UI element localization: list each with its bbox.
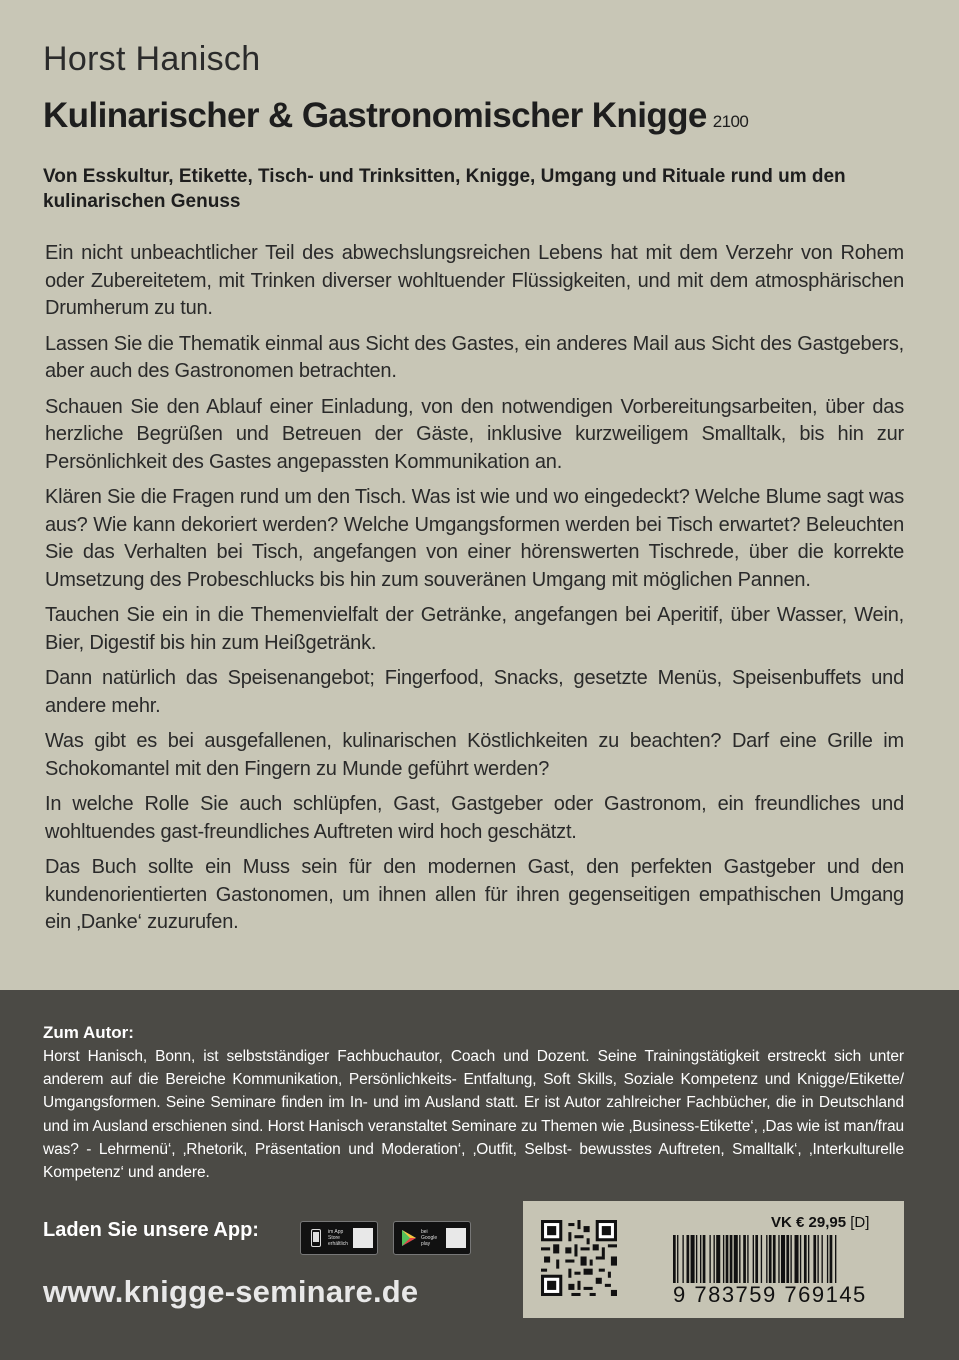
bio-text: Horst Hanisch, Bonn, ist selbstständiger Fachbuchautor, Coach und Dozent. Seine Trainingstätigkeit erstreckt sich unter anderem auf die Bereiche Kommunikation, Persönlichkeits- Entfaltung, Soft Skills, Soziale Kompetenz und Knigge/Etikette/ Umgangsformen. Seine Seminare finden im In- und im Ausland statt. Er ist Autor zahlreicher Fachbücher, die in Deutschland und im Ausland erschienen sind. Horst Hanisch veranstaltet Seminare zu Themen wie ‚Business-Etikette‘, ‚Das wie ist man/frau was? - Lehrmenü‘, ‚Rhetorik, Präsentation und Moderation‘, ‚Outfit, Selbst- bewusstes Auftreten, Smalltalk‘, ‚Interkulturelle Kompetenz‘ und andere. [43, 1048, 904, 1182]
price-amount: € 29,95 [796, 1214, 847, 1231]
google-play-badge-text: bei Google play [421, 1229, 438, 1247]
qr-code-icon [446, 1228, 466, 1248]
blurb-paragraph: Tauchen Sie ein in die Themenvielfalt der Getränke, angefangen bei Aperitif, über Wasser, Wein, Bier, Digestif bis hin zum Heißgetränk. [45, 604, 904, 654]
play-icon [400, 1228, 418, 1248]
book-title-text: Kulinarischer & Gastronomischer Knigge [43, 96, 707, 135]
google-play-badge[interactable] [393, 1221, 471, 1255]
qr-code-icon [353, 1228, 373, 1248]
blurb-paragraph: In welche Rolle Sie auch schlüpfen, Gast, Gastgeber oder Gastronom, ein freundliches und wohltuendes gast-freundliches Auftreten wird hoch geschätzt. [45, 793, 904, 843]
qr-code-icon [541, 1220, 617, 1296]
blurb-paragraph: Lassen Sie die Thematik einmal aus Sicht des Gastes, ein anderes Mail aus Sicht des Gastgebers, aber auch des Gastronomen betrachten. [45, 332, 904, 382]
blurb-text [45, 240, 904, 945]
blurb-paragraph: Was gibt es bei ausgefallenen, kulinarischen Köstlichkeiten zu beachten? Darf eine Grille im Schokomantel mit den Fingern zu Munde geführt werden? [45, 730, 904, 780]
app-store-badge-text: im App Store erhältlich [328, 1229, 349, 1247]
app-label: Laden Sie unsere App: [43, 1219, 259, 1241]
blurb-paragraph: Dann natürlich das Speisenangebot; Fingerfood, Snacks, gesetzte Menüs, Speisenbuffets und andere mehr. [45, 667, 904, 717]
price-barcode-box [523, 1201, 904, 1318]
book-title [43, 96, 748, 136]
cover-bottom-section [0, 990, 959, 1360]
app-store-badge[interactable] [300, 1221, 378, 1255]
bio-heading: Zum Autor: [43, 1023, 134, 1042]
price-label [771, 1214, 869, 1231]
website-link[interactable]: www.knigge-seminare.de [43, 1274, 419, 1309]
book-subtitle: Von Esskultur, Etikette, Tisch- und Trinksitten, Knigge, Umgang und Rituale rund um den kulinarischen Genuss [43, 166, 846, 212]
isbn-number: 9 783759 769145 [673, 1282, 867, 1307]
barcode-icon [673, 1235, 888, 1285]
price-country: [D] [850, 1214, 870, 1231]
blurb-paragraph: Das Buch sollte ein Muss sein für den modernen Gast, den perfekten Gastgeber und den kundenorientierten Gastonomen, um ihnen allen für ihren gegenseitigen empathischen Umgang ein ‚Danke‘ zuzurufen. [45, 856, 904, 933]
blurb-paragraph: Ein nicht unbeachtlicher Teil des abwechslungsreichen Lebens hat mit dem Verzehr von Rohem oder Zubereitetem, mit Trinken diverser wohltuender Flüssigkeiten, und mit dem atmosphärischen Drumherum zu tun. [45, 242, 904, 319]
edition-number: 2100 [712, 112, 749, 131]
blurb-paragraph: Schauen Sie den Ablauf einer Einladung, von den notwendigen Vorbereitungsarbeiten, über das herzliche Begrüßen und Betreuen der Gäste, inklusive kurzweiligem Smalltalk, bis hin zur Persönlichkeit des Gastes angepassten Kommunikation an. [45, 395, 904, 473]
blurb-paragraph: Klären Sie die Fragen rund um den Tisch. Was ist wie und wo eingedeckt? Welche Blume sagt was aus? Wie kann dekoriert werden? Welche Umgangsformen werden bei Tisch erwartet? Beleuchten Sie das Verhalten bei Tisch, angefangen von einer hörenswerten Tischrede, über die korrekte Umsetzung des Probeschlucks bis hin zum souveränen Umgang mit möglichen Pannen. [45, 486, 904, 591]
price-prefix: VK [771, 1214, 792, 1231]
phone-icon [307, 1228, 325, 1248]
author-name: Horst Hanisch [43, 40, 261, 78]
